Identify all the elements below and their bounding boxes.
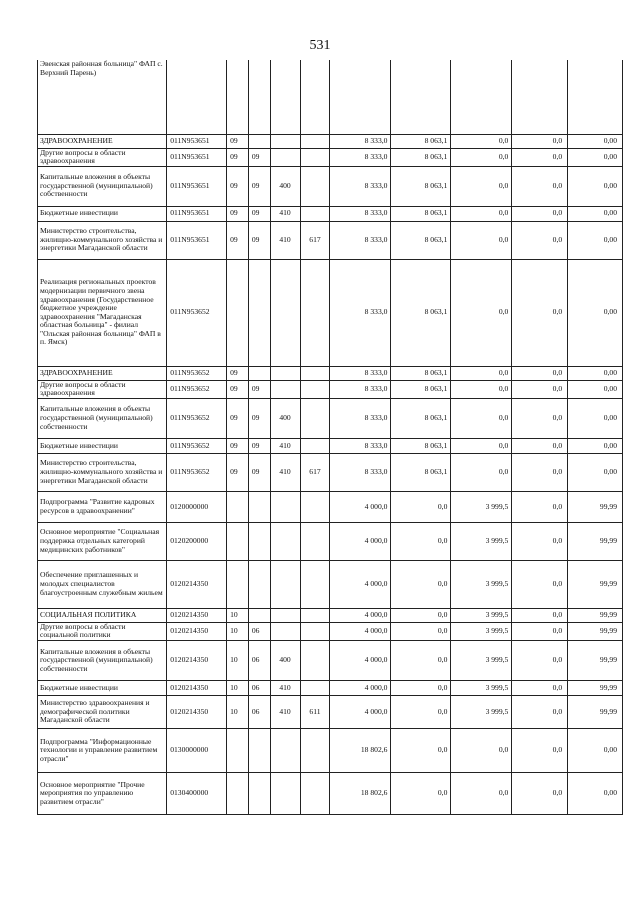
cell-pr xyxy=(248,259,270,366)
table-row xyxy=(38,773,623,815)
cell-b: 0,0 xyxy=(391,560,451,608)
cell-d: 0,0 xyxy=(512,608,568,622)
cell-pr: 06 xyxy=(248,681,270,696)
cell-e: 99,99 xyxy=(568,560,623,608)
cell-vr xyxy=(270,622,300,640)
table-row xyxy=(38,608,623,622)
cell-a: 4 000,0 xyxy=(330,641,391,681)
table-row xyxy=(38,221,623,259)
cell-pr xyxy=(248,729,270,773)
cell-vr xyxy=(270,522,300,560)
cell-gr xyxy=(300,681,330,696)
cell-e: 0,00 xyxy=(568,366,623,380)
table-row xyxy=(38,380,623,398)
cell-d: 0,0 xyxy=(512,522,568,560)
budget-table xyxy=(37,60,623,815)
table-row xyxy=(38,166,623,206)
cell-a: 18 802,6 xyxy=(330,729,391,773)
cell-rz: 09 xyxy=(227,148,249,166)
cell-name: ЗДРАВООХРАНЕНИЕ xyxy=(38,134,167,148)
cell-vr: 410 xyxy=(270,696,300,729)
cell-b: 8 063,1 xyxy=(391,398,451,438)
cell-b: 8 063,1 xyxy=(391,221,451,259)
cell-c: 3 999,5 xyxy=(451,681,512,696)
cell-gr xyxy=(300,522,330,560)
cell-code: 011N953652 xyxy=(167,453,227,491)
cell-code: 0120214350 xyxy=(167,608,227,622)
cell-rz: 10 xyxy=(227,696,249,729)
cell-name: Другие вопросы в области социальной политики xyxy=(38,622,167,640)
cell-c: 0,0 xyxy=(451,259,512,366)
cell-name: Капитальные вложения в объекты государственной (муниципальной) собственности xyxy=(38,641,167,681)
cell-name: Министерство строительства, жилищно-коммунального хозяйства и энергетики Магаданской области xyxy=(38,453,167,491)
table-row xyxy=(38,148,623,166)
cell-e: 99,99 xyxy=(568,522,623,560)
cell-rz: 09 xyxy=(227,166,249,206)
cell-code: 0120000000 xyxy=(167,491,227,522)
table-row xyxy=(38,560,623,608)
cell-gr xyxy=(300,438,330,453)
cell-vr xyxy=(270,491,300,522)
cell-b: 8 063,1 xyxy=(391,453,451,491)
cell-a: 4 000,0 xyxy=(330,681,391,696)
cell-c: 0,0 xyxy=(451,166,512,206)
cell-gr: 617 xyxy=(300,453,330,491)
cell-a xyxy=(330,60,391,134)
cell-a: 8 333,0 xyxy=(330,366,391,380)
cell-vr: 410 xyxy=(270,206,300,221)
cell-b: 0,0 xyxy=(391,641,451,681)
cell-c: 3 999,5 xyxy=(451,641,512,681)
cell-e: 99,99 xyxy=(568,491,623,522)
cell-c: 3 999,5 xyxy=(451,608,512,622)
cell-d: 0,0 xyxy=(512,560,568,608)
cell-vr: 410 xyxy=(270,453,300,491)
cell-name: Бюджетные инвестиции xyxy=(38,438,167,453)
cell-b: 8 063,1 xyxy=(391,380,451,398)
cell-d: 0,0 xyxy=(512,398,568,438)
cell-e: 99,99 xyxy=(568,681,623,696)
cell-d: 0,0 xyxy=(512,166,568,206)
cell-name: ЗДРАВООХРАНЕНИЕ xyxy=(38,366,167,380)
cell-rz: 09 xyxy=(227,438,249,453)
cell-code: 011N953651 xyxy=(167,134,227,148)
cell-a: 8 333,0 xyxy=(330,148,391,166)
cell-gr xyxy=(300,60,330,134)
cell-e: 99,99 xyxy=(568,608,623,622)
cell-b: 0,0 xyxy=(391,681,451,696)
cell-rz: 09 xyxy=(227,134,249,148)
cell-c: 0,0 xyxy=(451,134,512,148)
cell-pr: 09 xyxy=(248,453,270,491)
cell-code: 011N953652 xyxy=(167,398,227,438)
cell-e: 0,00 xyxy=(568,453,623,491)
cell-pr: 06 xyxy=(248,622,270,640)
cell-a: 4 000,0 xyxy=(330,522,391,560)
table-row xyxy=(38,681,623,696)
cell-d: 0,0 xyxy=(512,134,568,148)
table-row xyxy=(38,696,623,729)
cell-c: 0,0 xyxy=(451,438,512,453)
cell-code: 011N953651 xyxy=(167,148,227,166)
cell-b: 0,0 xyxy=(391,522,451,560)
cell-rz xyxy=(227,259,249,366)
cell-c: 0,0 xyxy=(451,380,512,398)
cell-d: 0,0 xyxy=(512,438,568,453)
cell-a: 4 000,0 xyxy=(330,608,391,622)
cell-b: 0,0 xyxy=(391,773,451,815)
cell-gr xyxy=(300,491,330,522)
cell-code: 0120214350 xyxy=(167,696,227,729)
cell-gr xyxy=(300,206,330,221)
cell-vr xyxy=(270,134,300,148)
cell-b: 8 063,1 xyxy=(391,166,451,206)
cell-gr xyxy=(300,560,330,608)
cell-pr: 09 xyxy=(248,221,270,259)
cell-b xyxy=(391,60,451,134)
cell-e: 99,99 xyxy=(568,641,623,681)
cell-vr xyxy=(270,60,300,134)
cell-gr: 611 xyxy=(300,696,330,729)
cell-rz xyxy=(227,60,249,134)
cell-c xyxy=(451,60,512,134)
cell-a: 8 333,0 xyxy=(330,166,391,206)
cell-code: 0120214350 xyxy=(167,681,227,696)
cell-pr: 09 xyxy=(248,380,270,398)
table-row xyxy=(38,438,623,453)
cell-gr xyxy=(300,259,330,366)
cell-name: Эвенская районная больница" ФАП с. Верхний Парень) xyxy=(38,60,167,134)
cell-pr: 09 xyxy=(248,438,270,453)
cell-code: 011N953651 xyxy=(167,221,227,259)
cell-name: Министерство строительства, жилищно-коммунального хозяйства и энергетики Магаданской области xyxy=(38,221,167,259)
cell-b: 8 063,1 xyxy=(391,366,451,380)
table-row xyxy=(38,491,623,522)
cell-c: 0,0 xyxy=(451,366,512,380)
cell-name: Бюджетные инвестиции xyxy=(38,681,167,696)
cell-code: 0120214350 xyxy=(167,641,227,681)
cell-rz: 10 xyxy=(227,641,249,681)
cell-vr xyxy=(270,608,300,622)
cell-c: 3 999,5 xyxy=(451,491,512,522)
cell-a: 4 000,0 xyxy=(330,491,391,522)
cell-gr xyxy=(300,729,330,773)
cell-e: 0,00 xyxy=(568,221,623,259)
cell-code: 011N953652 xyxy=(167,259,227,366)
cell-pr: 09 xyxy=(248,206,270,221)
cell-e: 0,00 xyxy=(568,206,623,221)
cell-gr xyxy=(300,166,330,206)
cell-e: 0,00 xyxy=(568,438,623,453)
cell-b: 0,0 xyxy=(391,622,451,640)
cell-d: 0,0 xyxy=(512,206,568,221)
cell-b: 8 063,1 xyxy=(391,438,451,453)
cell-a: 18 802,6 xyxy=(330,773,391,815)
cell-b: 8 063,1 xyxy=(391,259,451,366)
table-row xyxy=(38,366,623,380)
cell-d xyxy=(512,60,568,134)
cell-b: 8 063,1 xyxy=(391,148,451,166)
cell-c: 0,0 xyxy=(451,221,512,259)
cell-vr xyxy=(270,560,300,608)
table-row xyxy=(38,398,623,438)
cell-c: 3 999,5 xyxy=(451,522,512,560)
cell-vr: 410 xyxy=(270,438,300,453)
table-row xyxy=(38,729,623,773)
cell-c: 0,0 xyxy=(451,773,512,815)
cell-name: Реализация региональных проектов модернизации первичного звена здравоохранения (Государственное бюджетное учреждение здравоохранения "Магаданская областная больница" - филиал "Ольская районная больница" ФАП в п. Ямск) xyxy=(38,259,167,366)
cell-d: 0,0 xyxy=(512,729,568,773)
cell-rz: 09 xyxy=(227,366,249,380)
cell-e: 0,00 xyxy=(568,773,623,815)
cell-vr xyxy=(270,773,300,815)
cell-c: 0,0 xyxy=(451,206,512,221)
cell-pr xyxy=(248,491,270,522)
cell-pr: 09 xyxy=(248,148,270,166)
cell-pr xyxy=(248,773,270,815)
cell-a: 8 333,0 xyxy=(330,206,391,221)
cell-e xyxy=(568,60,623,134)
cell-code: 011N953652 xyxy=(167,380,227,398)
cell-d: 0,0 xyxy=(512,491,568,522)
cell-rz: 09 xyxy=(227,453,249,491)
table-row xyxy=(38,206,623,221)
cell-name: Основное мероприятие "Прочие мероприятия по управлению развитием отрасли" xyxy=(38,773,167,815)
table-row xyxy=(38,259,623,366)
cell-vr xyxy=(270,380,300,398)
cell-pr: 06 xyxy=(248,641,270,681)
cell-rz: 09 xyxy=(227,380,249,398)
cell-code: 0120200000 xyxy=(167,522,227,560)
cell-gr xyxy=(300,134,330,148)
cell-d: 0,0 xyxy=(512,259,568,366)
cell-rz xyxy=(227,560,249,608)
cell-rz: 09 xyxy=(227,221,249,259)
cell-pr xyxy=(248,608,270,622)
cell-gr xyxy=(300,622,330,640)
cell-a: 4 000,0 xyxy=(330,696,391,729)
cell-vr xyxy=(270,148,300,166)
cell-b: 0,0 xyxy=(391,491,451,522)
cell-code: 0130000000 xyxy=(167,729,227,773)
table-row xyxy=(38,134,623,148)
cell-name: Подпрограмма "Развитие кадровых ресурсов в здравоохранении" xyxy=(38,491,167,522)
cell-e: 0,00 xyxy=(568,148,623,166)
cell-c: 0,0 xyxy=(451,453,512,491)
cell-gr xyxy=(300,608,330,622)
cell-pr xyxy=(248,134,270,148)
cell-vr: 410 xyxy=(270,221,300,259)
cell-name: Подпрограмма "Информационные технологии и управление развитием отрасли" xyxy=(38,729,167,773)
cell-pr: 09 xyxy=(248,398,270,438)
table-row xyxy=(38,60,623,134)
cell-name: Обеспечение приглашенных и молодых специалистов благоустроенным служебным жильем xyxy=(38,560,167,608)
cell-rz: 10 xyxy=(227,681,249,696)
cell-b: 0,0 xyxy=(391,696,451,729)
cell-name: Другие вопросы в области здравоохранения xyxy=(38,380,167,398)
cell-name: СОЦИАЛЬНАЯ ПОЛИТИКА xyxy=(38,608,167,622)
cell-code: 011N953651 xyxy=(167,166,227,206)
cell-c: 0,0 xyxy=(451,398,512,438)
cell-a: 8 333,0 xyxy=(330,134,391,148)
cell-a: 8 333,0 xyxy=(330,221,391,259)
cell-b: 8 063,1 xyxy=(391,134,451,148)
cell-d: 0,0 xyxy=(512,681,568,696)
cell-gr xyxy=(300,380,330,398)
cell-rz: 09 xyxy=(227,398,249,438)
cell-vr: 400 xyxy=(270,398,300,438)
cell-gr xyxy=(300,366,330,380)
cell-code: 0120214350 xyxy=(167,560,227,608)
cell-a: 8 333,0 xyxy=(330,453,391,491)
cell-vr: 400 xyxy=(270,641,300,681)
page-number: 531 xyxy=(309,38,331,53)
cell-c: 3 999,5 xyxy=(451,696,512,729)
cell-d: 0,0 xyxy=(512,366,568,380)
cell-name: Основное мероприятие "Социальная поддержка отдельных категорий медицинских работников" xyxy=(38,522,167,560)
cell-pr xyxy=(248,560,270,608)
cell-pr: 06 xyxy=(248,696,270,729)
cell-gr xyxy=(300,641,330,681)
cell-name: Капитальные вложения в объекты государственной (муниципальной) собственности xyxy=(38,166,167,206)
cell-e: 0,00 xyxy=(568,380,623,398)
cell-vr: 410 xyxy=(270,681,300,696)
cell-b: 0,0 xyxy=(391,729,451,773)
cell-d: 0,0 xyxy=(512,641,568,681)
cell-rz xyxy=(227,729,249,773)
cell-gr xyxy=(300,148,330,166)
cell-pr xyxy=(248,60,270,134)
table-row xyxy=(38,641,623,681)
cell-code: 0130400000 xyxy=(167,773,227,815)
cell-name: Министерство здравоохранения и демографической политики Магаданской области xyxy=(38,696,167,729)
cell-d: 0,0 xyxy=(512,380,568,398)
cell-e: 0,00 xyxy=(568,398,623,438)
cell-d: 0,0 xyxy=(512,453,568,491)
cell-e: 0,00 xyxy=(568,134,623,148)
cell-pr: 09 xyxy=(248,166,270,206)
cell-a: 4 000,0 xyxy=(330,560,391,608)
cell-rz: 10 xyxy=(227,622,249,640)
table-row xyxy=(38,522,623,560)
cell-a: 8 333,0 xyxy=(330,438,391,453)
cell-gr xyxy=(300,773,330,815)
cell-vr xyxy=(270,259,300,366)
cell-d: 0,0 xyxy=(512,148,568,166)
cell-a: 4 000,0 xyxy=(330,622,391,640)
cell-a: 8 333,0 xyxy=(330,398,391,438)
cell-vr xyxy=(270,729,300,773)
cell-code: 011N953652 xyxy=(167,366,227,380)
cell-d: 0,0 xyxy=(512,696,568,729)
cell-d: 0,0 xyxy=(512,221,568,259)
cell-e: 99,99 xyxy=(568,622,623,640)
cell-a: 8 333,0 xyxy=(330,259,391,366)
cell-d: 0,0 xyxy=(512,622,568,640)
cell-rz xyxy=(227,491,249,522)
cell-code: 011N953652 xyxy=(167,438,227,453)
table-row xyxy=(38,453,623,491)
cell-vr: 400 xyxy=(270,166,300,206)
cell-rz xyxy=(227,522,249,560)
table-row xyxy=(38,622,623,640)
cell-a: 8 333,0 xyxy=(330,380,391,398)
cell-vr xyxy=(270,366,300,380)
cell-e: 99,99 xyxy=(568,696,623,729)
cell-pr xyxy=(248,366,270,380)
cell-name: Бюджетные инвестиции xyxy=(38,206,167,221)
cell-gr xyxy=(300,398,330,438)
cell-e: 0,00 xyxy=(568,166,623,206)
cell-code: 0120214350 xyxy=(167,622,227,640)
cell-e: 0,00 xyxy=(568,259,623,366)
cell-c: 0,0 xyxy=(451,729,512,773)
cell-name: Капитальные вложения в объекты государственной (муниципальной) собственности xyxy=(38,398,167,438)
cell-code xyxy=(167,60,227,134)
cell-c: 0,0 xyxy=(451,148,512,166)
cell-rz xyxy=(227,773,249,815)
cell-rz: 10 xyxy=(227,608,249,622)
cell-code: 011N953651 xyxy=(167,206,227,221)
cell-d: 0,0 xyxy=(512,773,568,815)
cell-e: 0,00 xyxy=(568,729,623,773)
cell-pr xyxy=(248,522,270,560)
cell-b: 0,0 xyxy=(391,608,451,622)
cell-rz: 09 xyxy=(227,206,249,221)
cell-gr: 617 xyxy=(300,221,330,259)
cell-c: 3 999,5 xyxy=(451,560,512,608)
cell-name: Другие вопросы в области здравоохранения xyxy=(38,148,167,166)
cell-c: 3 999,5 xyxy=(451,622,512,640)
cell-b: 8 063,1 xyxy=(391,206,451,221)
